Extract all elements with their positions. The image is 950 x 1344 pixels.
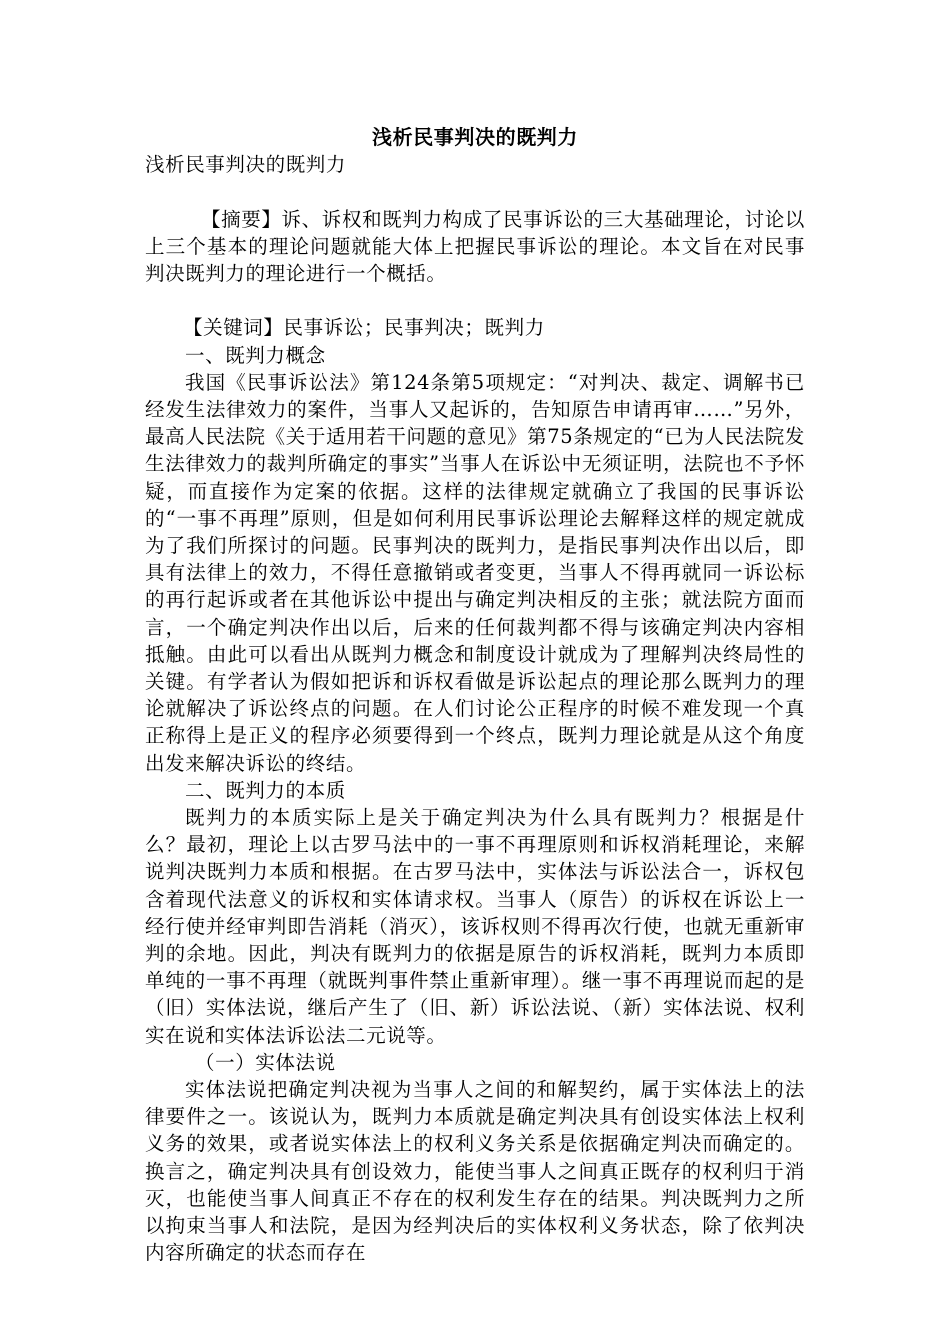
section-body-concept: 我国《民事诉讼法》第124条第5项规定：“对判决、裁定、调解书已经发生法律效力的案件，当事人又起诉的，告知原告申请再审……”另外，最高人民法院《关于适用若干问题的意见》第75条规定的“已为人民法院发生法律效力的裁判所确定的事实”当事人在诉讼中无须证明，法院也不予怀疑，而直接作为定案的依据。这样的法律规定就确立了我国的民事诉讼的“一事不再理”原则，但是如何利用民事诉讼理论去解释这样的规定就成为了我们所探讨的问题。民事判决的既判力，是指民事判决作出以后，即具有法律上的效力，不得任意撤销或者变更，当事人不得再就同一诉讼标的再行起诉或者在其他诉讼中提出与确定判决相反的主张；就法院方面而言，一个确定判决作出以后，后来的任何裁判都不得与该确定判决内容相抵触。由此可以看出从既判力概念和制度设计就成为了理解判决终局性的关键。有学者认为假如把诉和诉权看做是诉讼起点的理论那么既判力的理论就解决了诉讼终点的问题。在人们讨论公正程序的时候不难发现一个真正称得上是正义的程序必须要得到一个终点，既判力理论就是从这个角度出发来解决诉讼的终结。 bbox=[145, 370, 805, 775]
abstract-paragraph: 【摘要】诉、诉权和既判力构成了民事诉讼的三大基础理论，讨论以上三个基本的理论问题就能大体上把握民事诉讼的理论。本文旨在对民事判决既判力的理论进行一个概括。 bbox=[145, 207, 805, 285]
blank-line bbox=[145, 287, 805, 314]
subsection-heading-substantive-law: （一）实体法说 bbox=[195, 1050, 336, 1074]
document-subtitle: 浅析民事判决的既判力 bbox=[145, 153, 347, 177]
keywords-line: 【关键词】民事诉讼；民事判决；既判力 bbox=[183, 316, 545, 340]
document-page bbox=[145, 124, 805, 1266]
blank-line bbox=[145, 178, 805, 205]
section-heading-concept: 一、既判力概念 bbox=[185, 343, 326, 367]
document-title: 浅析民事判决的既判力 bbox=[372, 125, 578, 149]
subsection-body-substantive-law: 实体法说把确定判决视为当事人之间的和解契约，属于实体法上的法律要件之一。该说认为，既判力本质就是确定判决具有创设实体法上权利义务的效果，或者说实体法上的权利义务关系是依据确定判决而确定的。换言之，确定判决具有创设效力，能使当事人之间真正既存的权利归于消灭，也能使当事人间真正不存在的权利发生存在的结果。判决既判力之所以拘束当事人和法院，是因为经判决后的实体权利义务状态，除了依判决内容所确定的状态而存在 bbox=[145, 1078, 805, 1265]
section-heading-essence: 二、既判力的本质 bbox=[185, 778, 346, 802]
section-body-essence: 既判力的本质实际上是关于确定判决为什么具有既判力？根据是什么？最初，理论上以古罗马法中的一事不再理原则和诉权消耗理论，来解说判决既判力本质和根据。在古罗马法中，实体法与诉讼法合一，诉权包含着现代法意义的诉权和实体请求权。当事人（原告）的诉权在诉讼上一经行使并经审判即告消耗（消灭），该诉权则不得再次行使，也就无重新审判的余地。因此，判决有既判力的依据是原告的诉权消耗，既判力本质即单纯的一事不再理（就既判事件禁止重新审理）。继一事不再理说而起的是（旧）实体法说，继后产生了（旧、新）诉讼法说、（新）实体法说、权利实在说和实体法诉讼法二元说等。 bbox=[145, 806, 805, 1047]
